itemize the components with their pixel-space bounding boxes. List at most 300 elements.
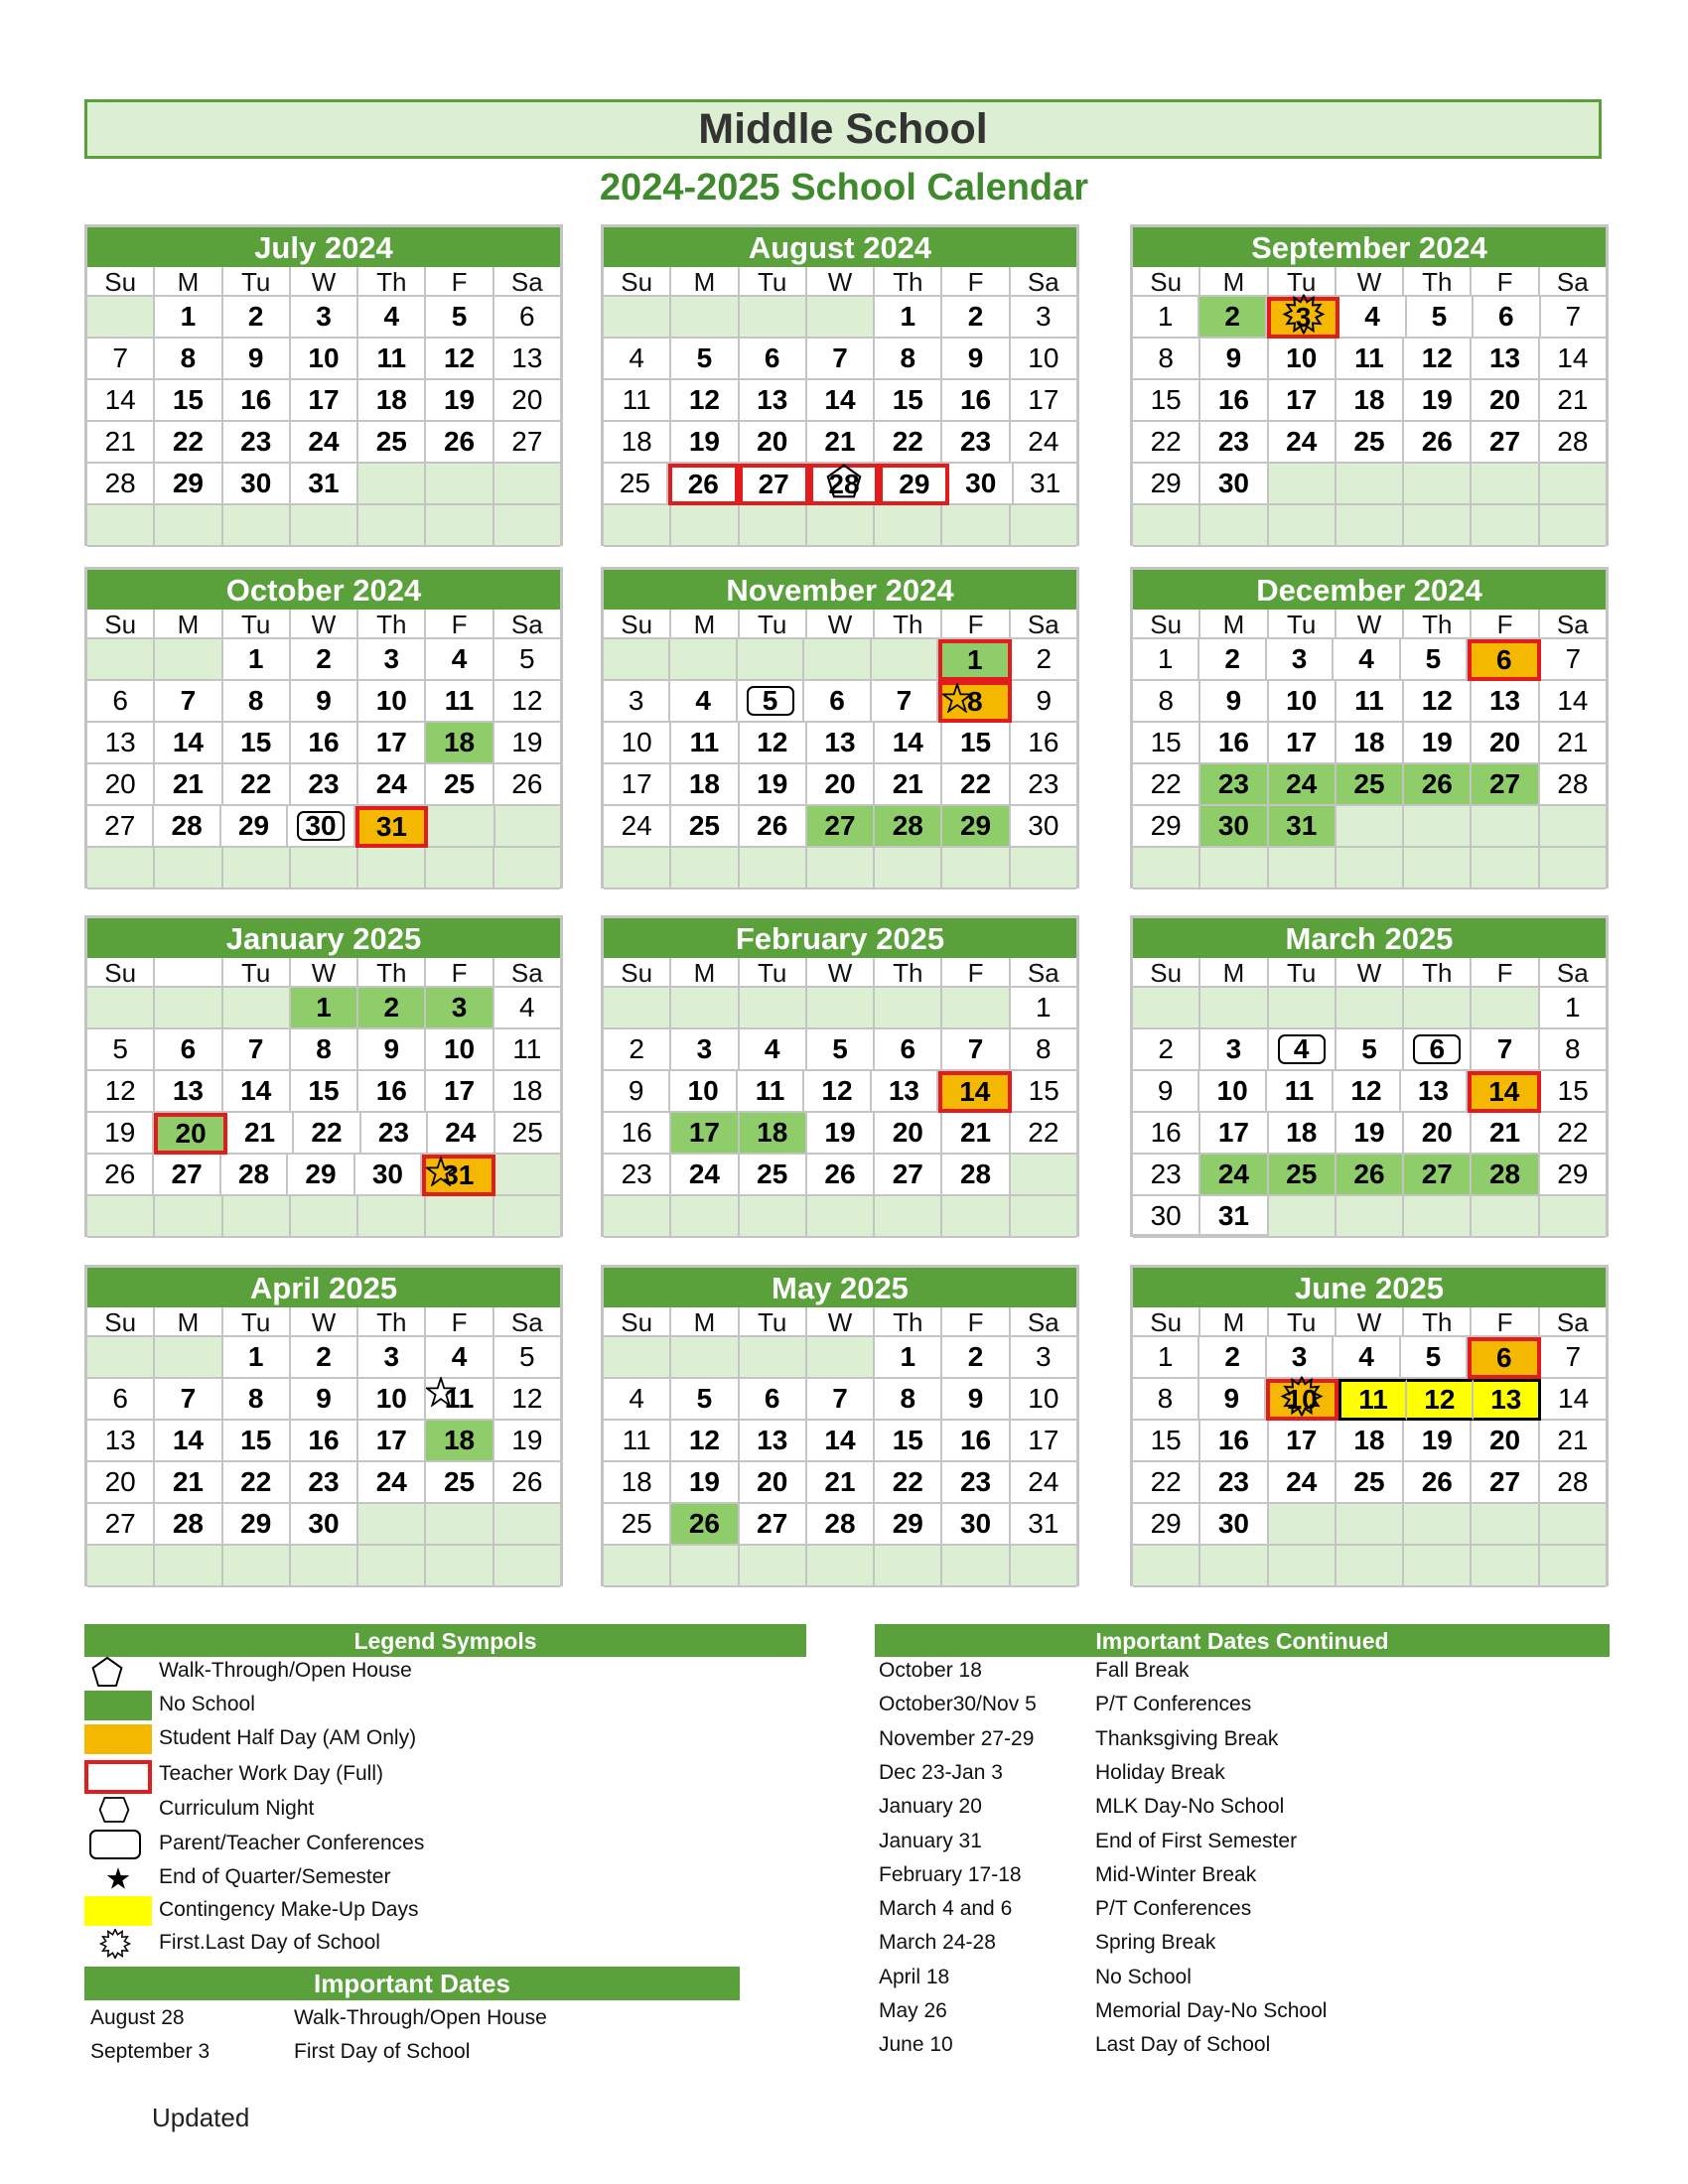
day-number: 8 <box>1565 1033 1581 1064</box>
day-cell <box>807 1379 875 1421</box>
day-number: 22 <box>1557 1117 1589 1148</box>
empty-day-cell <box>1011 1196 1076 1238</box>
day-number: 6 <box>519 301 535 332</box>
day-cell <box>1339 297 1406 339</box>
day-cell <box>938 639 1011 681</box>
week-row <box>1133 723 1606 764</box>
day-cell <box>87 1379 155 1421</box>
day-cell <box>426 339 493 380</box>
day-cell <box>1336 1421 1404 1462</box>
day-number: 6 <box>1496 644 1512 675</box>
week-row <box>604 848 1076 889</box>
day-cell <box>494 681 560 723</box>
day-number: 17 <box>443 1075 476 1106</box>
week-row <box>1133 1379 1606 1421</box>
day-cell <box>1011 1421 1076 1462</box>
week-row <box>604 1421 1076 1462</box>
empty-day-cell <box>942 1546 1010 1587</box>
day-cell <box>1540 339 1606 380</box>
day-cell <box>155 764 222 806</box>
day-number: 22 <box>892 1466 923 1497</box>
empty-day-cell <box>740 505 807 547</box>
day-number: 17 <box>688 1117 720 1148</box>
day-number: 5 <box>1361 1033 1377 1064</box>
day-number: 29 <box>305 1159 337 1189</box>
day-cell <box>942 1337 1010 1379</box>
day-number: 12 <box>688 384 720 415</box>
day-cell <box>804 1071 871 1113</box>
day-cell <box>942 422 1010 464</box>
day-cell <box>358 723 426 764</box>
day-number: 5 <box>832 1033 848 1064</box>
day-cell <box>740 339 807 380</box>
week-row <box>1133 464 1606 505</box>
day-cell <box>807 1029 875 1071</box>
day-cell <box>426 681 493 723</box>
empty-day-cell <box>87 505 155 547</box>
day-cell <box>1401 639 1468 681</box>
legend-label: Parent/Teacher Conferences <box>159 1832 425 1854</box>
day-number: 18 <box>443 1425 476 1455</box>
day-cell <box>875 723 942 764</box>
day-cell <box>1404 380 1472 422</box>
day-number: 22 <box>240 768 272 799</box>
empty-day-cell <box>223 1546 291 1587</box>
day-number: 31 <box>1028 1508 1059 1539</box>
empty-day-cell <box>358 848 426 889</box>
day-number: 14 <box>1558 1383 1590 1414</box>
day-cell <box>1472 681 1539 723</box>
day-cell <box>942 380 1010 422</box>
day-cell <box>426 1462 493 1504</box>
day-number: 18 <box>1353 1425 1385 1455</box>
week-row <box>87 1113 560 1155</box>
day-cell <box>949 464 1014 505</box>
day-cell <box>1472 1113 1539 1155</box>
day-number: 24 <box>1286 768 1318 799</box>
empty-day-cell <box>1133 988 1200 1029</box>
day-number: 19 <box>1421 727 1453 757</box>
weekday-label: Su <box>87 1307 155 1337</box>
day-cell <box>1336 1029 1404 1071</box>
day-number: 6 <box>764 342 780 373</box>
day-cell <box>942 1029 1010 1071</box>
day-cell <box>942 1462 1010 1504</box>
empty-day-cell <box>604 848 671 889</box>
day-cell <box>154 1113 226 1155</box>
week-row <box>87 339 560 380</box>
day-cell <box>1200 464 1268 505</box>
day-number: 5 <box>696 1383 713 1414</box>
day-number: 13 <box>1490 1384 1522 1415</box>
weekday-label: W <box>1336 610 1404 639</box>
week-row <box>87 297 560 339</box>
day-cell <box>1472 380 1539 422</box>
empty-day-cell <box>1269 1546 1336 1587</box>
day-cell <box>875 297 942 339</box>
day-number: 27 <box>758 469 789 499</box>
legend-swatch-teacher-work <box>84 1760 152 1794</box>
day-cell <box>875 806 942 848</box>
day-cell <box>1133 1379 1199 1421</box>
day-cell <box>1540 1462 1606 1504</box>
weekday-label: M <box>1200 958 1268 988</box>
week-row <box>604 988 1076 1029</box>
day-number: 31 <box>1217 1200 1249 1231</box>
day-cell <box>291 988 358 1029</box>
day-cell <box>291 1071 358 1113</box>
day-number: 5 <box>762 685 778 716</box>
day-number: 15 <box>1028 1075 1059 1106</box>
day-cell <box>1541 297 1606 339</box>
day-number: 2 <box>316 1341 332 1372</box>
calendar-subtitle: 2024-2025 School Calendar <box>599 167 1089 208</box>
day-number: 25 <box>619 468 650 498</box>
day-number: 11 <box>1284 1075 1315 1106</box>
important-event: Spring Break <box>1095 1931 1216 1955</box>
day-cell <box>942 1113 1010 1155</box>
day-number: 19 <box>757 768 788 799</box>
legend-swatch-green <box>84 1691 152 1720</box>
important-dates-continued-title: Important Dates Continued <box>875 1624 1610 1657</box>
day-number: 18 <box>757 1117 788 1148</box>
day-number: 1 <box>1157 301 1174 332</box>
day-cell <box>223 639 291 681</box>
month-title: September 2024 <box>1133 227 1606 267</box>
weekday-label: M <box>1200 267 1268 297</box>
empty-day-cell <box>495 1155 560 1196</box>
day-number: 1 <box>1157 643 1174 674</box>
pentagon-icon <box>84 1657 130 1687</box>
day-number: 8 <box>247 1383 264 1414</box>
weekday-label: F <box>426 610 493 639</box>
day-cell <box>1011 422 1076 464</box>
empty-day-cell <box>1540 848 1606 889</box>
day-cell <box>1200 764 1268 806</box>
day-number: 1 <box>247 643 264 674</box>
day-cell <box>875 339 942 380</box>
day-number: 24 <box>1217 1159 1249 1189</box>
day-number: 30 <box>1217 1508 1249 1539</box>
empty-day-cell <box>87 988 155 1029</box>
day-cell <box>494 339 560 380</box>
empty-day-cell <box>358 1196 426 1238</box>
day-cell <box>1472 764 1539 806</box>
day-number: 12 <box>1421 685 1453 716</box>
day-number: 19 <box>511 1425 543 1455</box>
day-number: 21 <box>104 426 136 457</box>
day-number: 27 <box>511 426 543 457</box>
day-number: 5 <box>1431 301 1448 332</box>
day-cell <box>1133 806 1200 848</box>
day-number: 30 <box>959 1508 992 1539</box>
day-number: 24 <box>1286 426 1318 457</box>
day-cell <box>604 339 671 380</box>
day-number: 19 <box>104 1117 136 1148</box>
day-cell <box>1472 339 1539 380</box>
day-number: 25 <box>375 426 407 457</box>
day-number: 15 <box>1150 1425 1182 1455</box>
day-cell <box>1336 1462 1404 1504</box>
day-number: 11 <box>755 1075 785 1106</box>
weekday-label: Sa <box>1011 610 1076 639</box>
day-cell <box>1011 1379 1076 1421</box>
weekday-label: W <box>1336 267 1404 297</box>
day-cell <box>358 764 426 806</box>
weekday-label: Th <box>875 610 942 639</box>
day-number: 25 <box>511 1117 543 1148</box>
empty-day-cell <box>291 505 358 547</box>
day-number: 8 <box>1036 1033 1052 1064</box>
day-cell <box>494 1071 560 1113</box>
day-number: 16 <box>1028 727 1059 757</box>
day-number: 9 <box>316 685 332 716</box>
empty-day-cell <box>1540 1196 1606 1238</box>
day-cell <box>1407 1379 1474 1421</box>
day-cell <box>426 764 493 806</box>
day-cell <box>1540 422 1606 464</box>
day-number: 13 <box>757 384 788 415</box>
day-number: 26 <box>757 810 788 841</box>
important-date: November 27-29 <box>879 1726 1035 1750</box>
day-number: 22 <box>1028 1117 1059 1148</box>
day-cell <box>1472 1155 1539 1196</box>
day-number: 9 <box>967 1383 984 1414</box>
day-cell <box>1404 723 1472 764</box>
day-number: 18 <box>621 426 652 457</box>
day-number: 6 <box>112 685 128 716</box>
day-cell <box>740 422 807 464</box>
day-number: 9 <box>967 342 984 373</box>
day-number: 5 <box>696 342 713 373</box>
weekday-label: M <box>155 267 222 297</box>
day-number: 23 <box>240 426 272 457</box>
day-cell <box>671 339 739 380</box>
day-cell <box>739 464 809 505</box>
legend-label: End of Quarter/Semester <box>159 1865 391 1888</box>
week-row <box>1133 848 1606 889</box>
day-cell <box>1541 639 1606 681</box>
day-cell <box>1266 1379 1338 1421</box>
empty-day-cell <box>1336 806 1404 848</box>
day-number: 25 <box>1286 1159 1318 1189</box>
day-cell <box>879 464 949 505</box>
empty-day-cell <box>155 988 222 1029</box>
day-cell <box>1336 339 1404 380</box>
day-cell <box>604 380 671 422</box>
day-cell <box>1269 1029 1336 1071</box>
day-cell <box>494 1421 560 1462</box>
legend-label: No School <box>159 1693 255 1715</box>
empty-day-cell <box>1336 1504 1404 1546</box>
week-row <box>604 1029 1076 1071</box>
empty-day-cell <box>223 505 291 547</box>
day-cell <box>1540 1155 1606 1196</box>
day-number: 3 <box>1225 1033 1242 1064</box>
day-cell <box>291 464 358 505</box>
week-row <box>1133 1546 1606 1587</box>
day-number: 18 <box>1353 727 1385 757</box>
day-cell <box>1200 1155 1268 1196</box>
empty-day-cell <box>738 639 804 681</box>
day-number: 22 <box>1150 1466 1182 1497</box>
weekday-label: M <box>1200 610 1268 639</box>
day-number: 20 <box>1421 1117 1453 1148</box>
day-cell <box>1540 380 1606 422</box>
day-cell <box>1269 806 1336 848</box>
day-number: 15 <box>1150 384 1182 415</box>
day-number: 21 <box>959 1117 992 1148</box>
day-number: 12 <box>511 1383 543 1414</box>
day-number: 2 <box>967 301 984 332</box>
weekday-label: Tu <box>1269 958 1336 988</box>
day-number: 24 <box>445 1117 477 1148</box>
empty-day-cell <box>604 1196 671 1238</box>
empty-day-cell <box>87 848 155 889</box>
day-cell <box>1540 1029 1606 1071</box>
weekday-label: Tu <box>740 958 807 988</box>
weekday-label: Th <box>1404 958 1472 988</box>
day-number: 10 <box>1028 342 1059 373</box>
day-number: 2 <box>1224 1341 1240 1372</box>
day-number: 16 <box>308 727 340 757</box>
day-number: 28 <box>171 810 203 841</box>
empty-day-cell <box>358 505 426 547</box>
empty-day-cell <box>942 988 1010 1029</box>
day-number: 28 <box>959 1159 992 1189</box>
day-number: 4 <box>1364 301 1380 332</box>
weekday-label: Su <box>604 1307 671 1337</box>
weekday-label: Sa <box>1011 958 1076 988</box>
day-number: 6 <box>900 1033 916 1064</box>
day-number: 25 <box>1353 1466 1385 1497</box>
week-row <box>1133 505 1606 547</box>
empty-day-cell <box>291 1546 358 1587</box>
day-cell <box>223 1462 291 1504</box>
day-number: 15 <box>240 727 272 757</box>
day-cell <box>358 681 426 723</box>
month-february-2025 <box>601 915 1079 1237</box>
empty-day-cell <box>155 1546 222 1587</box>
day-number: 17 <box>1028 384 1059 415</box>
day-cell <box>1334 1071 1400 1113</box>
week-row <box>87 1155 560 1196</box>
day-number: 24 <box>1028 426 1059 457</box>
day-number: 12 <box>821 1075 853 1106</box>
day-cell <box>1404 1462 1472 1504</box>
day-number: 12 <box>511 685 543 716</box>
day-cell <box>1269 1421 1336 1462</box>
day-cell <box>604 422 671 464</box>
day-cell <box>740 1504 807 1546</box>
week-row <box>1133 1155 1606 1196</box>
day-cell <box>875 380 942 422</box>
day-number: 5 <box>1425 1341 1442 1372</box>
week-row <box>1133 1421 1606 1462</box>
empty-day-cell <box>671 297 739 339</box>
week-row <box>604 639 1076 681</box>
weekday-label: Sa <box>1011 1307 1076 1337</box>
month-december-2024 <box>1130 567 1609 888</box>
day-cell <box>604 1155 671 1196</box>
empty-day-cell <box>494 1196 560 1238</box>
day-number: 21 <box>172 768 204 799</box>
star-icon <box>426 1157 456 1193</box>
day-number: 23 <box>959 1466 992 1497</box>
day-cell <box>740 806 807 848</box>
day-number: 8 <box>900 342 916 373</box>
important-date: April 18 <box>879 1965 950 1988</box>
day-number: 4 <box>519 992 535 1023</box>
important-event: Fall Break <box>1095 1659 1190 1682</box>
weekday-label: Th <box>1404 610 1472 639</box>
weekday-label: M <box>671 1307 739 1337</box>
day-number: 28 <box>1557 1466 1589 1497</box>
day-cell <box>1472 723 1539 764</box>
day-number: 30 <box>308 1508 340 1539</box>
day-number: 29 <box>959 810 992 841</box>
day-cell <box>1011 1337 1076 1379</box>
empty-day-cell <box>1404 464 1472 505</box>
burst-icon <box>84 1929 146 1959</box>
rounded-rect-icon <box>89 1830 141 1859</box>
day-cell <box>87 339 155 380</box>
day-cell <box>1468 639 1540 681</box>
day-number: 15 <box>172 384 204 415</box>
empty-day-cell <box>671 1337 739 1379</box>
empty-day-cell <box>1472 505 1539 547</box>
day-number: 14 <box>1557 342 1589 373</box>
week-row <box>604 1462 1076 1504</box>
day-number: 28 <box>104 468 136 498</box>
day-cell <box>875 1462 942 1504</box>
weekday-label: Sa <box>1011 267 1076 297</box>
day-cell <box>604 1029 671 1071</box>
day-number: 10 <box>375 685 407 716</box>
day-cell <box>1401 1071 1468 1113</box>
week-row <box>87 639 560 681</box>
day-cell <box>1011 764 1076 806</box>
empty-day-cell <box>291 848 358 889</box>
day-number: 23 <box>308 768 340 799</box>
day-cell <box>494 764 560 806</box>
important-date: Dec 23-Jan 3 <box>879 1760 1003 1784</box>
day-number: 21 <box>1488 1117 1521 1148</box>
day-number: 26 <box>511 768 543 799</box>
week-row <box>1133 1071 1606 1113</box>
day-cell <box>288 1155 354 1196</box>
day-cell <box>291 380 358 422</box>
day-number: 10 <box>443 1033 476 1064</box>
empty-day-cell <box>604 297 671 339</box>
day-cell <box>291 1379 358 1421</box>
empty-day-cell <box>807 1337 875 1379</box>
day-number: 20 <box>757 426 788 457</box>
day-number: 24 <box>375 1466 407 1497</box>
day-number: 11 <box>622 1425 651 1455</box>
empty-day-cell <box>1472 1196 1539 1238</box>
day-cell <box>1404 1113 1472 1155</box>
day-cell <box>1200 1029 1268 1071</box>
day-number: 11 <box>622 384 651 415</box>
week-row <box>1133 1196 1606 1238</box>
month-title: June 2025 <box>1133 1268 1606 1307</box>
empty-day-cell <box>358 464 426 505</box>
day-number: 1 <box>316 992 332 1023</box>
day-number: 1 <box>180 301 197 332</box>
day-cell <box>740 1155 807 1196</box>
empty-day-cell <box>1336 505 1404 547</box>
